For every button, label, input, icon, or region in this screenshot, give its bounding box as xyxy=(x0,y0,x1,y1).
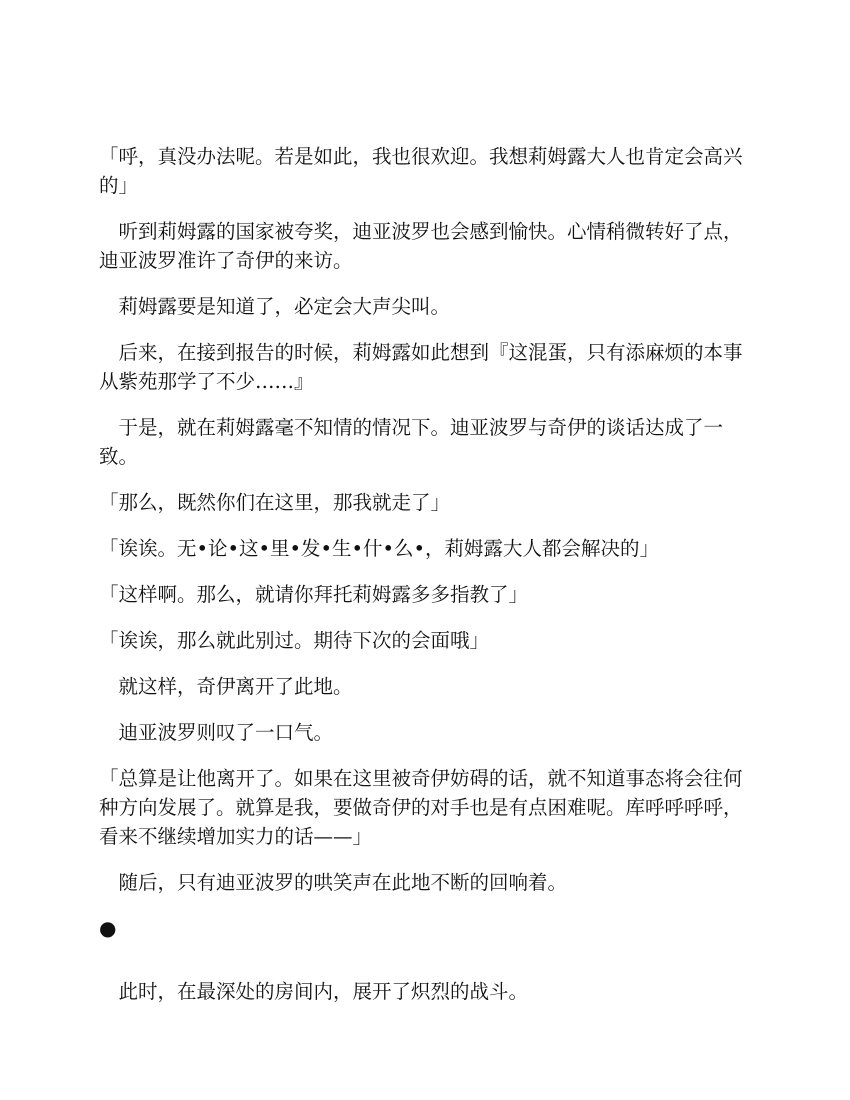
document-page xyxy=(99,142,749,1023)
scene-break-bullet: ● xyxy=(99,916,117,940)
text-section-1 xyxy=(99,142,749,897)
dialogue-paragraph: 「那么，既然你们在这里，那我就走了」 xyxy=(99,491,451,514)
dialogue-paragraph: 「总算是让他离开了。如果在这里被奇伊妨碍的话，就不知道事态将会往何种方向发展了。就算是我，要做奇伊的对手也是有点困难呢。库呼呼呼呼，看来不继续增加实力的话——」 xyxy=(99,767,743,848)
dialogue-paragraph: 「这样啊。那么，就请你拜托莉姆露多多指教了」 xyxy=(99,583,529,606)
narration-paragraph: 于是，就在莉姆露毫不知情的情况下。迪亚波罗与奇伊的谈话达成了一致。 xyxy=(99,416,724,468)
narration-paragraph: 随后，只有迪亚波罗的哄笑声在此地不断的回响着。 xyxy=(118,871,568,894)
narration-paragraph: 就这样，奇伊离开了此地。 xyxy=(118,675,353,698)
narration-paragraph: 听到莉姆露的国家被夸奖，迪亚波罗也会感到愉快。心情稍微转好了点，迪亚波罗准许了奇伊的来访。 xyxy=(99,220,743,272)
dialogue-paragraph: 「诶诶。无•论•这•里•发•生•什•么•，莉姆露大人都会解决的」 xyxy=(99,537,660,560)
dialogue-paragraph: 「呼，真没办法呢。若是如此，我也很欢迎。我想莉姆露大人也肯定会高兴的」 xyxy=(99,145,743,197)
text-section-2 xyxy=(99,977,749,1006)
narration-paragraph: 莉姆露要是知道了，必定会大声尖叫。 xyxy=(118,295,451,318)
narration-paragraph: 后来，在接到报告的时候，莉姆露如此想到『这混蛋，只有添麻烦的本事从紫苑那学了不少……』 xyxy=(99,341,743,393)
narration-paragraph: 此时，在最深处的房间内，展开了炽烈的战斗。 xyxy=(118,980,529,1003)
dialogue-paragraph: 「诶诶，那么就此别过。期待下次的会面哦」 xyxy=(99,629,490,652)
narration-paragraph: 迪亚波罗则叹了一口气。 xyxy=(118,721,334,744)
